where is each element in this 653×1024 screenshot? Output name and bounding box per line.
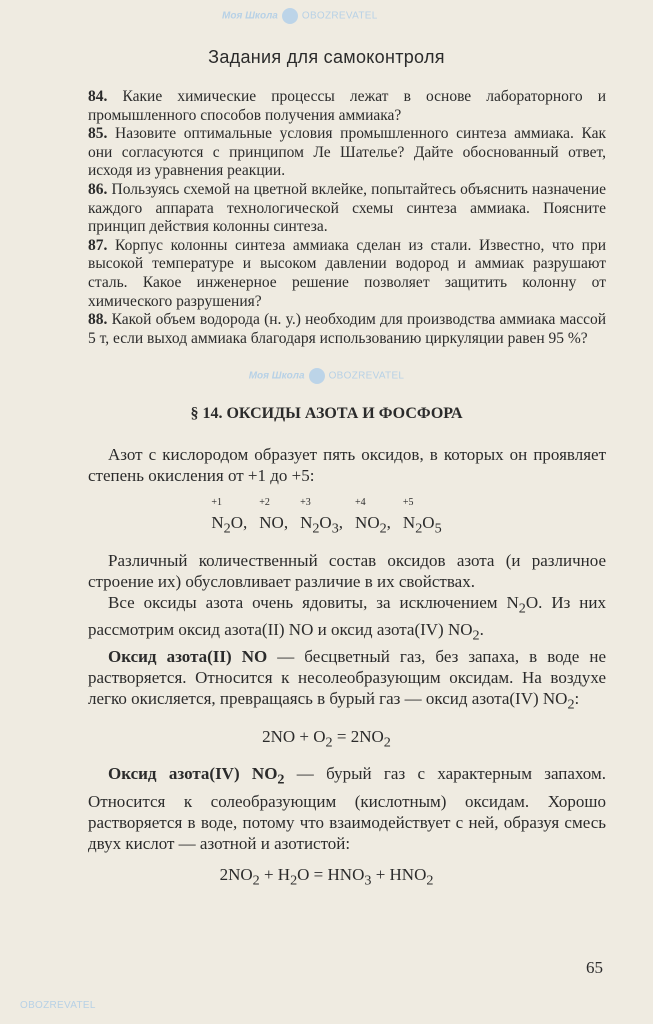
watermark: Моя Школа OBOZREVATEL <box>222 8 378 24</box>
watermark-row <box>0 348 653 404</box>
oxidation-state: +5 <box>402 497 414 509</box>
oxidation-state: +2 <box>259 497 270 509</box>
oxidation-state: +1 <box>211 497 222 509</box>
watermark: Моя Школа OBOZREVATEL <box>249 368 405 384</box>
oxide-formula: +3 $N_2O_3$, <box>300 497 344 537</box>
page-number: 65 <box>586 958 603 977</box>
task-list <box>88 88 606 348</box>
oxide-formula: +4 $NO_2$, <box>355 497 391 537</box>
oxide-formula: +1 $N_2O$, <box>211 497 248 537</box>
paragraph-text: Азот с кислородом образует пять оксидов, в которых он проявляет степень окисления от +1 до +5: <box>88 445 606 486</box>
task-item: 88. Какой объем водорода (н. у.) необходим для производства аммиака массой 5 т, если выход аммиака благодаря использованию циркуляции равен 95 %? <box>88 311 607 347</box>
oxide-formula: +5 $N_2O_5$ <box>402 497 442 537</box>
equation: $2NO + O_2 = 2NO_2$ <box>262 726 391 751</box>
paragraph-text: Оксид азота(II) NO — бесцветный газ, без запаха, в воде не растворяется. Относится к несолеобразующим оксидам. На воздухе легко окисляется, превращаясь в бурый газ — оксид азота(IV) $NO_2$: <box>88 647 606 713</box>
section-heading: Задания для самоконтроля <box>208 47 445 67</box>
task-item: 84. Какие химические процессы лежат в основе лабораторного и промышленного способов получения аммиака? <box>88 88 607 124</box>
equation: $2NO_2 + H_2O = HNO_3 + HNO_2$ <box>219 864 434 889</box>
paragraph <box>88 550 606 716</box>
paragraph-text: Оксид азота(IV) $NO_2$ — бурый газ с характерным запахом. Относится к солеобразующим (кислотным) оксидам. Хорошо растворяется в воде, потому что взаимодействует с ней, образуя смесь двух кислот — азотной и азотистой: <box>88 764 606 853</box>
paragraph-text: Все оксиды азота очень ядовиты, за исключением $N_2O$. Из них рассмотрим оксид азота(II) NO и оксид азота(IV) $NO_2$. <box>88 592 607 644</box>
oxidation-state: +3 <box>300 497 311 509</box>
watermark: OBOZREVATEL <box>20 1000 96 1011</box>
paragraph <box>88 763 606 853</box>
task-item: 86. Пользуясь схемой на цветной вклейке, попытайтесь объяснить назначение каждого аппарата технологической схемы синтеза аммиака. Поясните принцип действия колонны синтеза. <box>88 180 607 236</box>
oxide-formula: +2 NO, <box>259 497 289 533</box>
oxidation-state: +4 <box>355 497 366 509</box>
paragraph-text: Различный количественный состав оксидов азота (и различное строение их) обусловливает различие в их свойствах. <box>88 550 606 591</box>
paragraph <box>88 444 606 486</box>
oxide-formulas <box>0 496 653 539</box>
task-item: 85. Назовите оптимальные условия промышленного синтеза аммиака. Как они согласуются с принципом Ле Шателье? Дайте обоснованный ответ, исходя из уравнения реакции. <box>88 125 607 180</box>
task-item: 87. Корпус колонны синтеза аммиака сделан из стали. Известно, что при высокой температуре и высоком давлении водород и аммиак разрушают сталь. Какое инженерное решение позволяет защитить колонну от химического разрушения? <box>88 236 607 310</box>
chapter-title: § 14. ОКСИДЫ АЗОТА И ФОСФОРА <box>190 405 463 423</box>
